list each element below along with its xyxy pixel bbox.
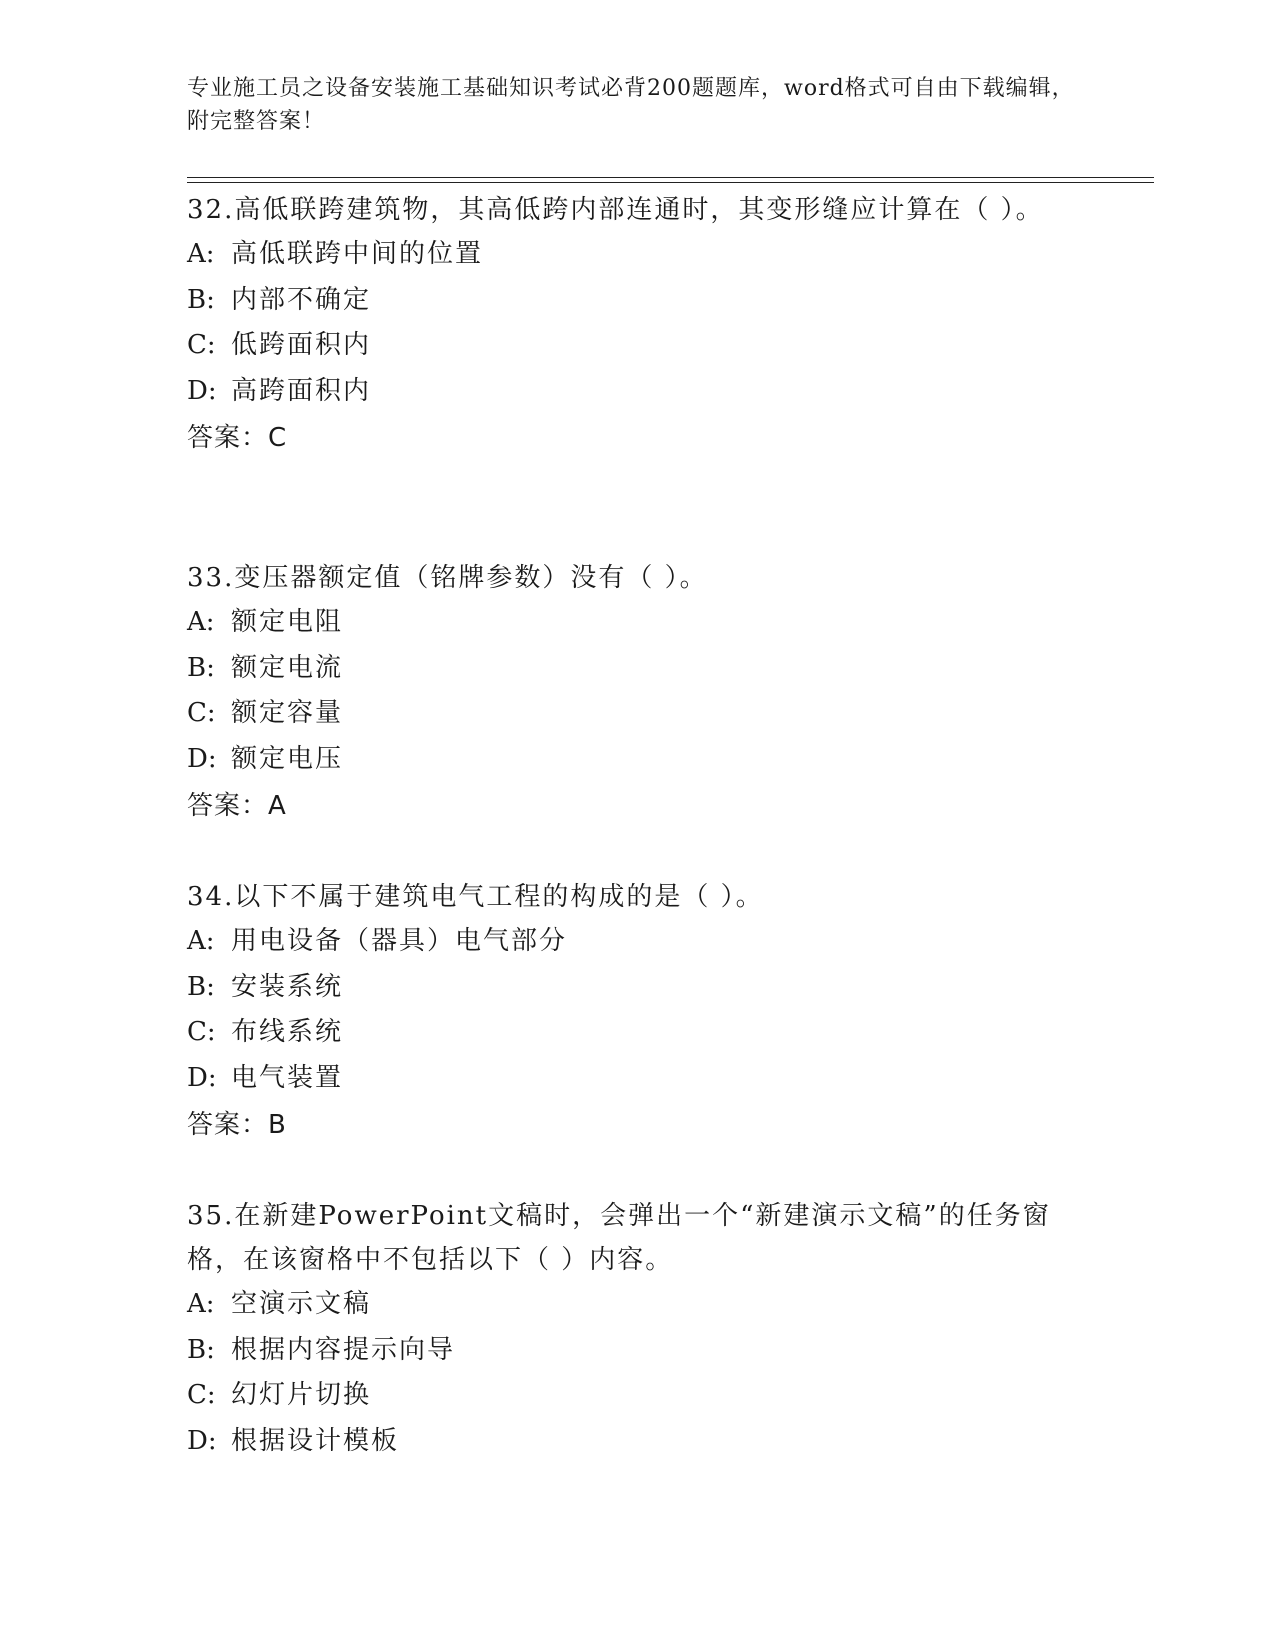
option-text: 额定电流 xyxy=(231,652,344,683)
option-label: B: xyxy=(187,284,215,315)
option-text: 内部不确定 xyxy=(231,284,372,315)
option-text: 高低联跨中间的位置 xyxy=(231,239,484,269)
question-stem: 34.以下不属于建筑电气工程的构成的是（ ）。 xyxy=(187,882,764,912)
question-33 xyxy=(187,556,1067,829)
option-text: 用电设备（器具）电气部分 xyxy=(231,926,568,956)
option-text: 根据设计模板 xyxy=(231,1426,400,1457)
option-text: 额定容量 xyxy=(231,698,344,729)
document-header: 专业施工员之设备安装施工基础知识考试必背200题题库，word格式可自由下载编辑，附完整答案！ xyxy=(187,76,1075,134)
header-divider-bottom xyxy=(187,182,1154,183)
option-label: A: xyxy=(187,1289,215,1319)
option-text: 高跨面积内 xyxy=(231,376,372,407)
option-a xyxy=(187,232,1067,278)
option-c xyxy=(187,1010,1067,1056)
option-d xyxy=(187,1056,1067,1102)
question-stem: 33.变压器额定值（铭牌参数）没有（ ）。 xyxy=(187,563,708,593)
option-label: D: xyxy=(187,1426,217,1457)
option-label: D: xyxy=(187,1063,217,1094)
option-label: D: xyxy=(187,376,217,407)
question-35 xyxy=(187,1194,1067,1465)
option-b xyxy=(187,1328,1067,1374)
option-label: B: xyxy=(187,1334,215,1365)
question-stem: 32.高低联跨建筑物，其高低跨内部连通时，其变形缝应计算在（ ）。 xyxy=(187,195,1044,225)
option-b xyxy=(187,646,1067,692)
option-text: 根据内容提示向导 xyxy=(231,1334,456,1365)
option-text: 安装系统 xyxy=(231,971,344,1002)
option-c xyxy=(187,691,1067,737)
option-label: B: xyxy=(187,652,215,683)
option-label: A: xyxy=(187,607,215,637)
option-label: D: xyxy=(187,744,217,775)
option-b xyxy=(187,278,1067,324)
answer-line: 答案：A xyxy=(187,790,287,821)
option-text: 幻灯片切换 xyxy=(231,1380,372,1411)
option-label: C: xyxy=(187,698,216,729)
option-label: C: xyxy=(187,1380,216,1411)
option-a xyxy=(187,919,1067,965)
option-label: B: xyxy=(187,971,215,1002)
option-c xyxy=(187,323,1067,369)
option-b xyxy=(187,965,1067,1011)
option-text: 额定电压 xyxy=(231,744,344,775)
option-label: C: xyxy=(187,1017,216,1048)
option-d xyxy=(187,737,1067,783)
option-text: 空演示文稿 xyxy=(231,1289,372,1319)
option-label: C: xyxy=(187,330,216,361)
header-divider-top xyxy=(187,177,1154,178)
option-c xyxy=(187,1373,1067,1419)
option-a xyxy=(187,1282,1067,1328)
answer-line: 答案：B xyxy=(187,1109,287,1140)
answer-line: 答案：C xyxy=(187,422,288,453)
option-d xyxy=(187,369,1067,415)
question-32 xyxy=(187,188,1067,461)
option-text: 电气装置 xyxy=(231,1063,344,1094)
option-text: 低跨面积内 xyxy=(231,330,372,361)
option-label: A: xyxy=(187,926,215,956)
option-d xyxy=(187,1419,1067,1465)
question-stem: 35.在新建PowerPoint文稿时，会弹出一个“新建演示文稿”的任务窗格，在该窗格中不包括以下（ ）内容。 xyxy=(187,1201,1051,1275)
question-34 xyxy=(187,875,1067,1148)
option-text: 额定电阻 xyxy=(231,607,344,637)
option-text: 布线系统 xyxy=(231,1017,344,1048)
option-a xyxy=(187,600,1067,646)
option-label: A: xyxy=(187,239,215,269)
